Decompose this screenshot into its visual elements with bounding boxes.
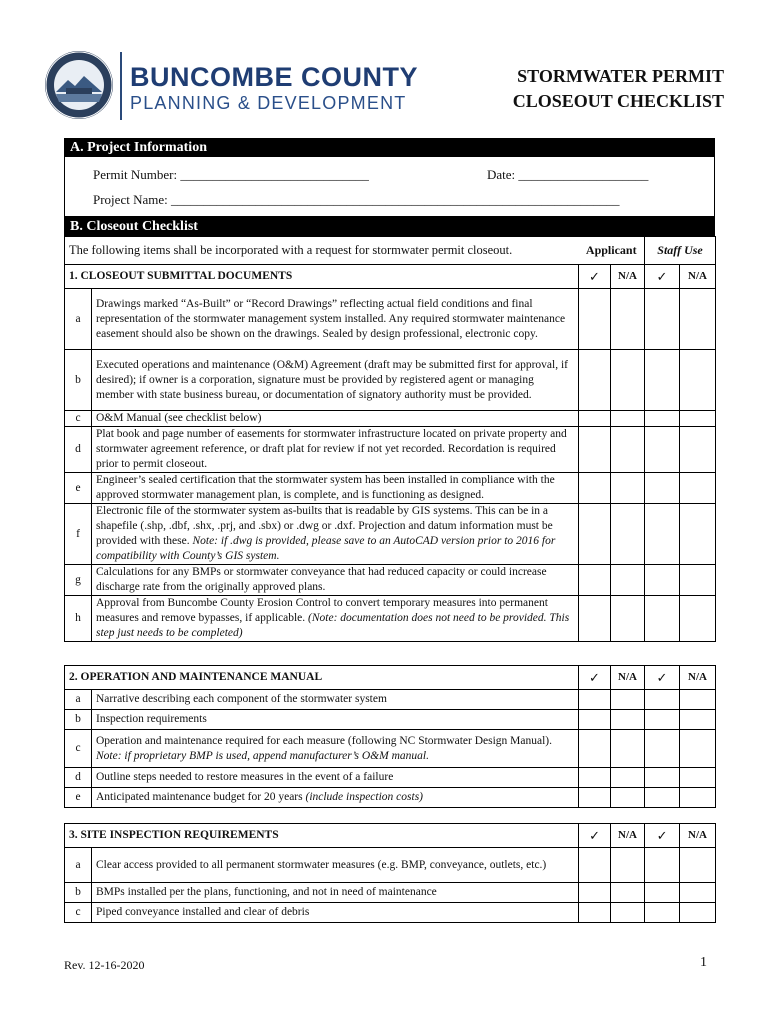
applicant-na-box[interactable] — [611, 289, 645, 350]
checklist-intro: The following items shall be incorporated with a request for stormwater permit closeout. — [65, 237, 579, 265]
applicant-check-box[interactable] — [579, 768, 611, 788]
item-text: Piped conveyance installed and clear of debris — [96, 906, 310, 918]
checklist-row — [65, 690, 716, 710]
item-text: Executed operations and maintenance (O&M) Agreement (draft may be submitted first for approval, if desired); if owner is a corporation, signature must be provided by registered agent or managing member with state business bureau, or documentation of signatory authority must be provided. — [96, 358, 568, 401]
applicant-na-box[interactable] — [611, 473, 645, 504]
section-a-header: A. Project Information — [64, 138, 715, 157]
item-note: (include inspection costs) — [305, 791, 424, 803]
staff-check-box[interactable] — [645, 883, 680, 903]
header-divider — [120, 52, 122, 120]
staff-na-box[interactable] — [680, 350, 716, 411]
page-number: 1 — [700, 955, 707, 970]
applicant-check-header: ✓ — [579, 265, 611, 289]
staff-check-box[interactable] — [645, 427, 680, 473]
staff-check-box[interactable] — [645, 289, 680, 350]
checklist-row — [65, 289, 716, 350]
group2-items — [65, 690, 716, 808]
group3-title: 3. SITE INSPECTION REQUIREMENTS — [65, 824, 579, 848]
staff-check-box[interactable] — [645, 565, 680, 596]
item-letter: h — [65, 596, 92, 642]
staff-check-box[interactable] — [645, 690, 680, 710]
item-text: Approval from Buncombe County Erosion Control to convert temporary measures into permanent measures and remove bypasses, if applicable. — [96, 597, 548, 624]
item-text: Clear access provided to all permanent stormwater measures (e.g. BMP, conveyance, outlets, etc.) — [96, 858, 547, 871]
staff-na-box[interactable] — [680, 427, 716, 473]
checklist-row — [65, 350, 716, 411]
org-department: PLANNING & DEVELOPMENT — [130, 93, 407, 113]
applicant-na-box[interactable] — [611, 690, 645, 710]
item-text: Electronic file of the stormwater system as-builts that is readable by GIS systems. This can be in a shapefile (.shp, .dbf, .shx, .prj, and .sbx) or .dwg or .dxf. Projection and datum information must be provided with these. — [96, 505, 553, 547]
staff-na-box[interactable] — [680, 565, 716, 596]
staff-check-box[interactable] — [645, 788, 680, 808]
checklist-row — [65, 596, 716, 642]
applicant-na-box[interactable] — [611, 596, 645, 642]
applicant-na-header: N/A — [611, 666, 645, 690]
applicant-check-box[interactable] — [579, 565, 611, 596]
project-name-field[interactable]: Project Name: _____________________________________________________________________ — [93, 192, 620, 207]
applicant-check-box[interactable] — [579, 903, 611, 923]
item-letter: d — [65, 427, 92, 473]
checklist-row — [65, 411, 716, 427]
staff-check-box[interactable] — [645, 730, 680, 768]
item-text: Narrative describing each component of the stormwater system — [96, 693, 387, 705]
checklist-row — [65, 903, 716, 923]
item-note: Note: if .dwg is provided, please save to an AutoCAD version prior to 2016 for compatibility with County’s GIS system. — [96, 535, 556, 562]
item-description — [92, 788, 579, 808]
staff-na-box[interactable] — [680, 473, 716, 504]
applicant-check-box[interactable] — [579, 427, 611, 473]
item-text: Operation and maintenance required for each measure (following NC Stormwater Design Manual). — [96, 734, 553, 747]
item-text: Inspection requirements — [96, 713, 207, 725]
staff-na-box[interactable] — [680, 710, 716, 730]
applicant-na-box[interactable] — [611, 730, 645, 768]
item-description — [92, 903, 579, 923]
applicant-na-box[interactable] — [611, 768, 645, 788]
applicant-check-box[interactable] — [579, 504, 611, 565]
item-description — [92, 565, 579, 596]
page-header — [44, 48, 724, 128]
item-text: Drawings marked “As-Built” or “Record Drawings” reflecting actual field conditions and final representation of the stormwater management system installed. Any required stormwater maintenance easement should also be shown on the drawings. Sealed by design professional, electronic copy. — [96, 297, 566, 340]
item-letter: a — [65, 848, 92, 883]
staff-check-header: ✓ — [645, 666, 680, 690]
section-b-header: B. Closeout Checklist — [64, 217, 715, 236]
item-letter: c — [65, 903, 92, 923]
item-description — [92, 350, 579, 411]
item-description — [92, 427, 579, 473]
staff-na-box[interactable] — [680, 411, 716, 427]
item-letter: e — [65, 788, 92, 808]
document-title-line2: CLOSEOUT CHECKLIST — [512, 91, 724, 111]
staff-check-box[interactable] — [645, 710, 680, 730]
applicant-check-header: ✓ — [579, 824, 611, 848]
project-info-box — [64, 157, 715, 217]
item-letter: e — [65, 473, 92, 504]
item-description — [92, 690, 579, 710]
staff-na-box[interactable] — [680, 690, 716, 710]
staff-na-box[interactable] — [680, 903, 716, 923]
item-letter: b — [65, 883, 92, 903]
checklist-row — [65, 504, 716, 565]
applicant-check-box[interactable] — [579, 848, 611, 883]
checklist-row — [65, 848, 716, 883]
closeout-documents-table — [64, 236, 716, 642]
applicant-check-box[interactable] — [579, 289, 611, 350]
checklist-row — [65, 473, 716, 504]
item-description — [92, 710, 579, 730]
staff-use-column-label: Staff Use — [645, 237, 716, 265]
date-field[interactable]: Date: ____________________ — [487, 167, 649, 182]
staff-check-box[interactable] — [645, 596, 680, 642]
staff-check-box[interactable] — [645, 411, 680, 427]
item-letter: c — [65, 411, 92, 427]
revision-date: Rev. 12-16-2020 — [64, 958, 145, 972]
applicant-check-box[interactable] — [579, 710, 611, 730]
item-letter: b — [65, 710, 92, 730]
applicant-na-box[interactable] — [611, 710, 645, 730]
group3-items — [65, 848, 716, 923]
staff-check-box[interactable] — [645, 903, 680, 923]
applicant-column-label: Applicant — [579, 237, 645, 265]
item-description — [92, 596, 579, 642]
staff-check-box[interactable] — [645, 473, 680, 504]
group2-title: 2. OPERATION AND MAINTENANCE MANUAL — [65, 666, 579, 690]
item-description — [92, 504, 579, 565]
applicant-na-header: N/A — [611, 265, 645, 289]
om-manual-table — [64, 665, 716, 808]
staff-na-box[interactable] — [680, 788, 716, 808]
item-note: Note: if proprietary BMP is used, append manufacturer’s O&M manual. — [96, 749, 429, 762]
group1-title: 1. CLOSEOUT SUBMITTAL DOCUMENTS — [65, 265, 579, 289]
applicant-check-box[interactable] — [579, 596, 611, 642]
item-letter: a — [65, 289, 92, 350]
applicant-check-box[interactable] — [579, 473, 611, 504]
checklist-row — [65, 883, 716, 903]
staff-na-box[interactable] — [680, 848, 716, 883]
applicant-check-box[interactable] — [579, 350, 611, 411]
group1-items — [65, 289, 716, 642]
staff-na-box[interactable] — [680, 289, 716, 350]
applicant-check-header: ✓ — [579, 666, 611, 690]
staff-na-header: N/A — [680, 265, 716, 289]
applicant-na-header: N/A — [611, 824, 645, 848]
item-letter: g — [65, 565, 92, 596]
applicant-na-box[interactable] — [611, 883, 645, 903]
checklist-row — [65, 427, 716, 473]
item-description — [92, 768, 579, 788]
item-letter: b — [65, 350, 92, 411]
item-letter: d — [65, 768, 92, 788]
item-text: O&M Manual (see checklist below) — [96, 412, 262, 424]
checklist-row — [65, 710, 716, 730]
applicant-check-box[interactable] — [579, 788, 611, 808]
staff-check-box[interactable] — [645, 504, 680, 565]
staff-check-box[interactable] — [645, 768, 680, 788]
staff-na-header: N/A — [680, 824, 716, 848]
applicant-na-box[interactable] — [611, 504, 645, 565]
applicant-na-box[interactable] — [611, 427, 645, 473]
site-inspection-table — [64, 823, 716, 923]
staff-check-box[interactable] — [645, 848, 680, 883]
applicant-na-box[interactable] — [611, 903, 645, 923]
staff-check-box[interactable] — [645, 350, 680, 411]
applicant-check-box[interactable] — [579, 411, 611, 427]
item-description — [92, 289, 579, 350]
staff-na-box[interactable] — [680, 504, 716, 565]
item-text: Calculations for any BMPs or stormwater conveyance that had reduced capacity or could increase discharge rate from the originally approved plans. — [96, 566, 547, 593]
item-letter: c — [65, 730, 92, 768]
checklist-row — [65, 565, 716, 596]
applicant-check-box[interactable] — [579, 883, 611, 903]
item-letter: f — [65, 504, 92, 565]
item-text: Plat book and page number of easements for stormwater infrastructure located on private property and stormwater agreement reference, or draft plat for review if not yet recorded. Recordation is required prior to permit closeout. — [96, 428, 567, 470]
staff-check-header: ✓ — [645, 824, 680, 848]
item-description — [92, 473, 579, 504]
item-text: Engineer’s sealed certification that the stormwater system has been installed in compliance with the approved stormwater management plan, is complete, and is functioning as designed. — [96, 474, 555, 501]
item-note: (Note: documentation does not need to be provided. This step just needs to be completed) — [96, 612, 570, 639]
staff-na-box[interactable] — [680, 730, 716, 768]
item-letter: a — [65, 690, 92, 710]
applicant-check-box[interactable] — [579, 730, 611, 768]
item-description — [92, 883, 579, 903]
staff-na-header: N/A — [680, 666, 716, 690]
item-description — [92, 411, 579, 427]
applicant-na-box[interactable] — [611, 848, 645, 883]
document-title-line1: STORMWATER PERMIT — [517, 66, 724, 86]
item-text: Anticipated maintenance budget for 20 years — [96, 791, 303, 803]
applicant-check-box[interactable] — [579, 690, 611, 710]
applicant-na-box[interactable] — [611, 411, 645, 427]
document-title — [513, 64, 724, 114]
applicant-na-box[interactable] — [611, 565, 645, 596]
checklist-row — [65, 768, 716, 788]
permit-number-field[interactable]: Permit Number: _____________________________ — [93, 167, 369, 182]
item-description — [92, 730, 579, 768]
staff-na-box[interactable] — [680, 596, 716, 642]
county-seal-icon — [44, 50, 114, 120]
item-description — [92, 848, 579, 883]
item-text: BMPs installed per the plans, functioning, and not in need of maintenance — [96, 886, 437, 898]
staff-check-header: ✓ — [645, 265, 680, 289]
checklist-row — [65, 730, 716, 768]
applicant-na-box[interactable] — [611, 788, 645, 808]
item-text: Outline steps needed to restore measures in the event of a failure — [96, 771, 394, 783]
staff-na-box[interactable] — [680, 768, 716, 788]
checklist-row — [65, 788, 716, 808]
org-name: BUNCOMBE COUNTY — [130, 62, 418, 92]
staff-na-box[interactable] — [680, 883, 716, 903]
applicant-na-box[interactable] — [611, 350, 645, 411]
